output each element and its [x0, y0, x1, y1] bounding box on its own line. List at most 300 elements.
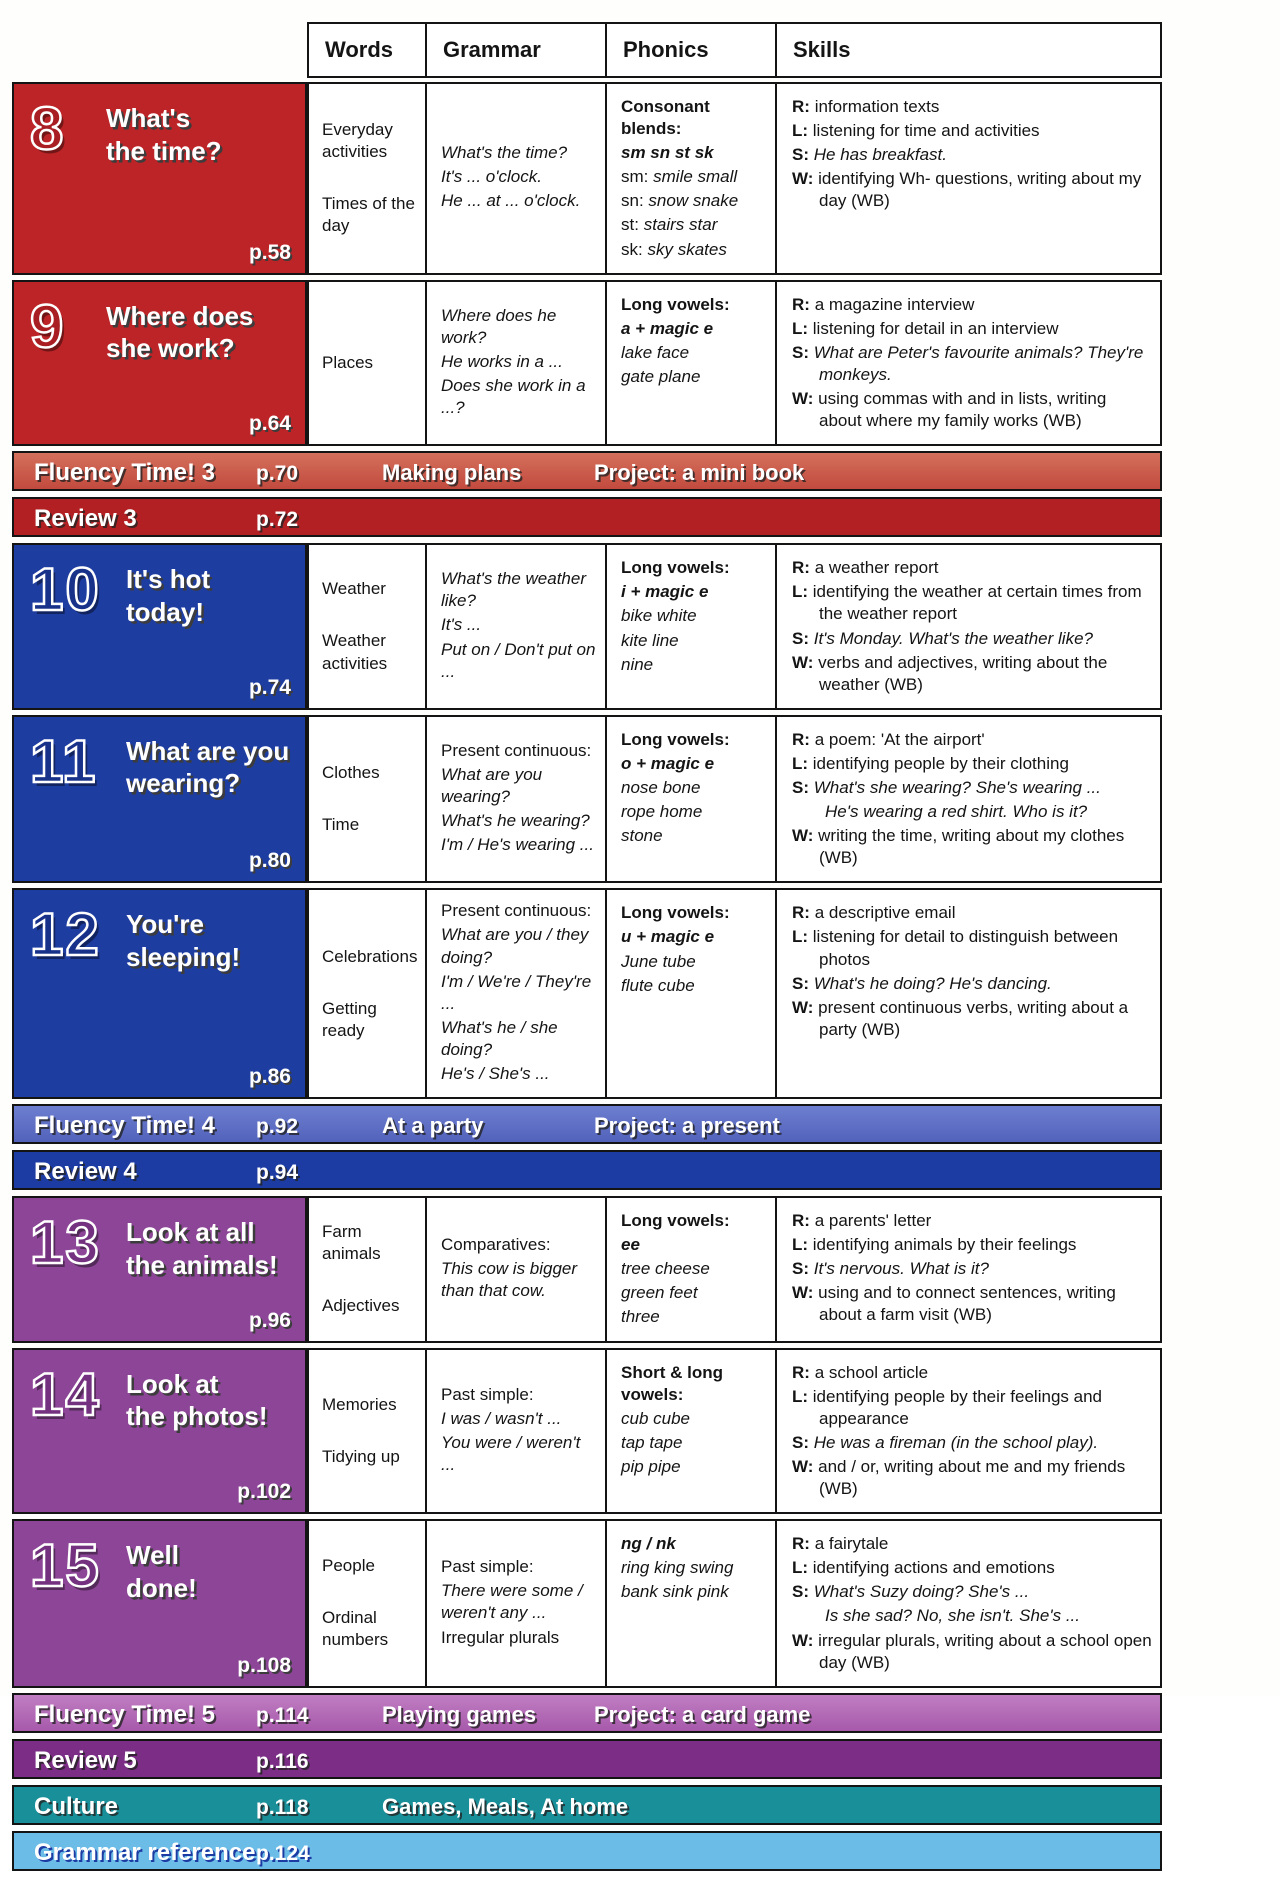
grammar-line: He ... at ... o'clock.: [441, 191, 581, 211]
phonics-line: cub cube: [621, 1408, 690, 1428]
unit-tab: [12, 1519, 307, 1688]
unit-row-14: [12, 1348, 1162, 1515]
unit-number: 12: [30, 901, 101, 969]
grammar-line: I'm / He's wearing ...: [441, 835, 594, 855]
grammar-cell: [427, 1350, 607, 1513]
skill-text: verbs and adjectives, writing about the weather (WB): [818, 652, 1108, 694]
phonics-line: i + magic e: [621, 582, 709, 602]
banner-fluency-time-4: [12, 1104, 1162, 1144]
grammar-cell: [427, 545, 607, 708]
unit-table-cells: [307, 715, 1162, 884]
banner-title: Culture: [34, 1792, 118, 1820]
unit-row-8: [12, 82, 1162, 275]
grammar-line: There were some / weren't any ...: [441, 1581, 583, 1623]
banner-page-number: p.116: [256, 1749, 309, 1773]
unit-title-line: sleeping!: [126, 941, 241, 972]
unit-title: [126, 908, 299, 973]
banner-project: Project: a mini book: [594, 460, 805, 486]
word-group: Celebrations: [322, 946, 418, 966]
unit-table-cells: [307, 1348, 1162, 1515]
skill-line: [792, 1210, 1152, 1232]
unit-row-9: [12, 280, 1162, 447]
phonics-line: flute cube: [621, 975, 695, 995]
unit-title-line: It's hot: [126, 564, 211, 595]
unit-table-cells: [307, 280, 1162, 447]
grammar-cell: [427, 282, 607, 445]
skill-line: [792, 1234, 1152, 1256]
skill-text: What's Suzy doing? She's ...: [813, 1582, 1030, 1602]
unit-title-line: today!: [126, 596, 204, 627]
banner-page-number: p.70: [256, 462, 299, 486]
skill-prefix: L:: [792, 318, 809, 338]
grammar-line: I was / wasn't ...: [441, 1408, 562, 1428]
word-group: Farm animals: [322, 1222, 381, 1264]
word-group: Tidying up: [322, 1446, 400, 1466]
unit-title-line: Look at: [126, 1368, 219, 1399]
grammar-line: Past simple:: [441, 1384, 534, 1404]
banner-title: Review 3: [34, 505, 137, 533]
unit-number: 14: [30, 1360, 101, 1428]
unit-title: [126, 1216, 299, 1281]
banner-page-number: p.124: [256, 1841, 310, 1865]
unit-title-line: done!: [126, 1572, 197, 1603]
skill-line: [792, 1386, 1152, 1430]
skill-text: present continuous verbs, writing about a party (WB): [818, 997, 1129, 1039]
skill-text: writing the time, writing about my clothes (WB): [818, 826, 1125, 868]
skill-text: using commas with and in lists, writing about where my family works (WB): [818, 389, 1107, 431]
unit-title-line: What's: [106, 103, 191, 133]
unit-title: [126, 1539, 299, 1604]
phonics-line: [621, 190, 767, 212]
grammar-cell: [427, 717, 607, 882]
grammar-line: Present continuous:: [441, 740, 592, 760]
grammar-line: Does she work in a ...?: [441, 375, 586, 418]
skill-text: identifying Wh- questions, writing about my day (WB): [818, 169, 1142, 211]
unit-page-number: p.96: [248, 1308, 291, 1332]
phonics-cell: [607, 282, 777, 445]
grammar-line: What's the time?: [441, 143, 568, 163]
unit-title: [126, 1368, 299, 1433]
phonics-cell: [607, 1350, 777, 1513]
grammar-line: He's / She's ...: [441, 1064, 550, 1083]
unit-table-cells: [307, 1519, 1162, 1688]
banner-title: Review 5: [34, 1746, 137, 1774]
unit-row-15: [12, 1519, 1162, 1688]
skill-text: listening for detail to distinguish between photos: [812, 927, 1119, 969]
skill-text: a school article: [814, 1362, 929, 1382]
words-cell: [309, 717, 427, 882]
word-group: Weather activities: [322, 631, 388, 673]
skill-prefix: W:: [792, 169, 814, 189]
skill-prefix: R:: [792, 1534, 810, 1554]
grammar-line: What's he wearing?: [441, 811, 590, 831]
banner-title: Review 4: [34, 1158, 137, 1186]
skill-prefix: L:: [792, 1386, 809, 1406]
word-group: People: [322, 1556, 375, 1576]
grammar-cell: [427, 1198, 607, 1340]
skill-text: a descriptive email: [814, 903, 956, 923]
skill-line: [792, 973, 1152, 995]
skill-prefix: W:: [792, 1456, 814, 1476]
phonics-line: three: [621, 1307, 660, 1327]
skill-line: [792, 729, 1152, 751]
phonics-line: kite line: [621, 630, 679, 650]
skill-line: [792, 1630, 1152, 1674]
phonics-cell: [607, 84, 777, 273]
unit-table-cells: [307, 888, 1162, 1099]
skill-prefix: S:: [792, 1259, 809, 1279]
skill-text: a magazine interview: [814, 294, 975, 314]
phonics-line: bike white: [621, 606, 697, 626]
skill-text: listening for time and activities: [812, 121, 1040, 141]
skill-line: [792, 902, 1152, 924]
phonics-line: tree cheese: [621, 1259, 710, 1279]
banner-fluency-time-3: [12, 451, 1162, 491]
skill-text: Is she sad? No, she isn't. She's ...: [825, 1606, 1081, 1626]
skills-cell: [777, 545, 1160, 708]
unit-number: 15: [30, 1532, 101, 1600]
grammar-line: It's ...: [441, 615, 482, 635]
grammar-line: I'm / We're / They're ...: [441, 971, 592, 1013]
skill-prefix: R:: [792, 294, 810, 314]
skill-prefix: S:: [792, 342, 809, 362]
skill-prefix: W:: [792, 826, 814, 846]
banner-page-number: p.118: [256, 1795, 309, 1819]
skill-line: [792, 1258, 1152, 1280]
phonics-line: ring king swing: [621, 1558, 734, 1578]
skill-prefix: W:: [792, 1283, 814, 1303]
word-group: Getting ready: [322, 998, 377, 1040]
word-group: Ordinal numbers: [322, 1608, 389, 1650]
skill-line: [792, 294, 1152, 316]
phonics-line: Short & long vowels:: [621, 1362, 723, 1404]
skill-line: [792, 777, 1152, 799]
skill-line: [792, 581, 1152, 625]
grammar-line: This cow is bigger than that cow.: [441, 1259, 578, 1301]
skill-line: [792, 342, 1152, 386]
banner-fluency-time-5: [12, 1693, 1162, 1733]
skill-line: [792, 1432, 1152, 1454]
skill-prefix: R:: [792, 97, 810, 116]
grammar-line: Irregular plurals: [441, 1627, 560, 1647]
banner-review-3: [12, 497, 1162, 537]
grammar-line: You were / weren't ...: [441, 1432, 581, 1474]
skill-text: a weather report: [814, 558, 939, 578]
words-cell: [309, 545, 427, 708]
skill-line: [792, 926, 1152, 970]
unit-tab: [12, 1348, 307, 1515]
unit-tab: [12, 715, 307, 884]
skill-line: [792, 1362, 1152, 1384]
unit-row-10: [12, 543, 1162, 710]
words-cell: [309, 1350, 427, 1513]
phonics-line: [621, 239, 767, 261]
banner-topic: At a party: [382, 1113, 484, 1139]
banner-topic: Playing games: [382, 1701, 537, 1727]
phonics-prefix: sk:: [621, 239, 643, 259]
phonics-line: tap tape: [621, 1432, 683, 1452]
skill-line: [792, 652, 1152, 696]
skills-cell: [777, 1198, 1160, 1340]
phonics-line: June tube: [621, 951, 696, 971]
unit-row-12: [12, 888, 1162, 1099]
skill-prefix: W:: [792, 652, 814, 672]
unit-page-number: p.108: [237, 1653, 291, 1677]
grammar-line: What's the weather like?: [441, 569, 586, 611]
unit-table-cells: [307, 82, 1162, 275]
skill-line: [792, 557, 1152, 579]
skill-text: What's she wearing? She's wearing ...: [813, 777, 1101, 797]
skill-prefix: L:: [792, 1558, 809, 1578]
phonics-line: Long vowels:: [621, 1211, 730, 1231]
words-cell: [309, 84, 427, 273]
grammar-line: Past simple:: [441, 1557, 534, 1577]
words-cell: [309, 890, 427, 1097]
skill-text: a fairytale: [814, 1534, 889, 1554]
banner-grammar-reference: [12, 1831, 1162, 1871]
skill-prefix: S:: [792, 973, 809, 993]
table-of-contents: [12, 22, 1162, 1877]
phonics-line: bank sink pink: [621, 1582, 729, 1602]
unit-row-13: [12, 1196, 1162, 1342]
phonics-line: stone: [621, 826, 663, 846]
unit-title-line: wearing?: [126, 768, 241, 799]
phonics-line: rope home: [621, 802, 703, 822]
unit-number: 13: [30, 1209, 101, 1277]
skill-line: [792, 168, 1152, 212]
skill-prefix: S:: [792, 777, 809, 797]
skill-line: [792, 801, 1152, 823]
banner-culture: [12, 1785, 1162, 1825]
grammar-cell: [427, 890, 607, 1097]
skill-text: It's Monday. What's the weather like?: [813, 628, 1093, 648]
unit-title-line: the photos!: [126, 1401, 268, 1432]
banner-page-number: p.114: [256, 1703, 309, 1727]
banner-page-number: p.72: [256, 508, 299, 532]
phonics-line: pip pipe: [621, 1456, 681, 1476]
phonics-words: snow snake: [648, 191, 739, 211]
unit-title-line: she work?: [106, 333, 235, 364]
phonics-line: [621, 166, 767, 188]
phonics-line: green feet: [621, 1283, 698, 1303]
skill-line: [792, 753, 1152, 775]
grammar-line: It's ... o'clock.: [441, 167, 542, 187]
skill-prefix: L:: [792, 1235, 809, 1255]
grammar-line: What are you / they doing?: [441, 925, 589, 967]
skills-cell: [777, 282, 1160, 445]
unit-title-line: Where does: [106, 300, 254, 331]
phonics-words: sky skates: [647, 239, 727, 259]
skill-prefix: R:: [792, 1362, 810, 1382]
unit-title-line: You're: [126, 909, 204, 940]
skill-line: [792, 1533, 1152, 1555]
skill-prefix: W:: [792, 1630, 814, 1650]
unit-row-11: [12, 715, 1162, 884]
phonics-line: u + magic e: [621, 927, 715, 947]
skill-text: identifying people by their clothing: [812, 753, 1069, 773]
banner-page-number: p.92: [256, 1115, 299, 1139]
unit-page-number: p.86: [248, 1065, 291, 1089]
phonics-words: stairs star: [643, 215, 718, 235]
skills-cell: [777, 717, 1160, 882]
words-cell: [309, 1521, 427, 1686]
banner-page-number: p.94: [256, 1161, 299, 1185]
phonics-cell: [607, 545, 777, 708]
words-cell: [309, 1198, 427, 1340]
table-header-row: [307, 22, 1162, 78]
banner-title: Grammar reference: [34, 1838, 256, 1866]
skill-prefix: L:: [792, 582, 809, 602]
banner-project: Project: a present: [594, 1113, 780, 1139]
grammar-line: What are you wearing?: [441, 764, 543, 807]
phonics-cell: [607, 1198, 777, 1340]
unit-title-line: the animals!: [126, 1249, 278, 1280]
phonics-line: nine: [621, 654, 654, 674]
skill-text: He's wearing a red shirt. Who is it?: [825, 802, 1088, 822]
phonics-line: ng / nk: [621, 1534, 676, 1554]
grammar-line: What's he / she doing?: [441, 1017, 558, 1059]
phonics-line: sm sn st sk: [621, 143, 714, 163]
unit-page-number: p.64: [248, 412, 291, 436]
skill-text: identifying animals by their feelings: [812, 1235, 1077, 1255]
phonics-line: Long vowels:: [621, 294, 730, 314]
unit-tab: [12, 543, 307, 710]
words-cell: [309, 282, 427, 445]
grammar-line: He works in a ...: [441, 351, 563, 371]
skill-prefix: W:: [792, 997, 814, 1017]
phonics-line: a + magic e: [621, 318, 714, 338]
skill-text: He was a fireman (in the school play).: [813, 1432, 1099, 1452]
skill-line: [792, 1605, 1152, 1627]
skill-line: [792, 120, 1152, 142]
skill-text: identifying people by their feelings and appearance: [812, 1386, 1102, 1428]
word-group: Times of the day: [322, 194, 415, 236]
skill-line: [792, 1557, 1152, 1579]
banner-review-4: [12, 1150, 1162, 1190]
phonics-cell: [607, 1521, 777, 1686]
unit-title-line: Well: [126, 1540, 179, 1571]
grammar-line: Comparatives:: [441, 1235, 551, 1255]
unit-title: [126, 735, 299, 800]
unit-tab: [12, 82, 307, 275]
phonics-cell: [607, 890, 777, 1097]
unit-number: 10: [30, 556, 101, 624]
skills-cell: [777, 1521, 1160, 1686]
word-group: Weather: [322, 579, 386, 599]
skill-line: [792, 1456, 1152, 1500]
column-header-grammar: Grammar: [427, 24, 607, 76]
phonics-line: Long vowels:: [621, 729, 730, 749]
phonics-prefix: sm:: [621, 167, 649, 187]
word-group: Time: [322, 815, 360, 835]
skill-text: a poem: 'At the airport': [814, 729, 985, 749]
unit-title: [106, 102, 299, 167]
grammar-cell: [427, 84, 607, 273]
banner-title: Fluency Time! 3: [34, 459, 215, 487]
skill-text: identifying actions and emotions: [812, 1558, 1055, 1578]
banner-title: Fluency Time! 4: [34, 1112, 215, 1140]
skill-prefix: S:: [792, 145, 809, 165]
skill-text: It's nervous. What is it?: [813, 1259, 989, 1279]
phonics-line: Long vowels:: [621, 903, 730, 923]
unit-title-line: What are you: [126, 735, 290, 766]
unit-table-cells: [307, 1196, 1162, 1342]
skill-line: [792, 1581, 1152, 1603]
banner-topic: Making plans: [382, 460, 522, 486]
skill-prefix: L:: [792, 927, 809, 947]
skill-prefix: R:: [792, 558, 810, 578]
phonics-line: Consonant blends:: [621, 97, 710, 139]
banner-title: Fluency Time! 5: [34, 1700, 215, 1728]
skill-text: and / or, writing about me and my friends (WB): [818, 1456, 1126, 1499]
phonics-line: Long vowels:: [621, 558, 730, 578]
grammar-line: Put on / Don't put on ...: [441, 639, 596, 681]
skills-cell: [777, 1350, 1160, 1513]
column-header-words: Words: [309, 24, 427, 76]
skill-prefix: R:: [792, 903, 810, 923]
unit-title-line: the time?: [106, 135, 222, 166]
skill-line: [792, 96, 1152, 118]
skill-line: [792, 144, 1152, 166]
skill-prefix: S:: [792, 1432, 809, 1452]
skills-cell: [777, 890, 1160, 1097]
unit-number: 11: [30, 727, 98, 795]
grammar-cell: [427, 1521, 607, 1686]
phonics-line: ee: [621, 1235, 640, 1255]
unit-page-number: p.74: [248, 675, 291, 699]
word-group: Adjectives: [322, 1296, 400, 1316]
word-group: Everyday activities: [322, 120, 393, 162]
unit-tab: [12, 280, 307, 447]
skill-prefix: S:: [792, 628, 809, 648]
unit-page-number: p.102: [237, 1480, 291, 1504]
skill-text: listening for detail in an interview: [812, 318, 1059, 338]
phonics-line: [621, 214, 767, 236]
unit-number: 9: [30, 292, 66, 360]
skill-line: [792, 997, 1152, 1041]
skill-line: [792, 825, 1152, 869]
banner-review-5: [12, 1739, 1162, 1779]
skill-line: [792, 1282, 1152, 1326]
skill-text: using and to connect sentences, writing about a farm visit (WB): [818, 1283, 1116, 1325]
unit-title: [106, 300, 299, 365]
phonics-words: smile small: [653, 167, 738, 187]
banner-topic: Games, Meals, At home: [382, 1793, 629, 1819]
word-group: Memories: [322, 1394, 397, 1414]
skill-text: He has breakfast.: [813, 145, 947, 165]
skill-text: irregular plurals, writing about a school open day (WB): [818, 1630, 1152, 1672]
banner-project: Project: a card game: [594, 1701, 811, 1727]
skill-prefix: R:: [792, 1211, 810, 1231]
unit-tab: [12, 888, 307, 1099]
unit-tab: [12, 1196, 307, 1342]
word-group: Places: [322, 352, 374, 372]
phonics-line: lake face: [621, 342, 690, 362]
unit-number: 8: [30, 95, 66, 162]
phonics-prefix: sn:: [621, 191, 644, 211]
column-header-skills: Skills: [793, 37, 851, 62]
skill-prefix: L:: [792, 753, 809, 773]
skill-line: [792, 388, 1152, 432]
unit-page-number: p.80: [248, 849, 291, 873]
unit-page-number: p.58: [248, 240, 291, 264]
grammar-line: Where does he work?: [441, 305, 557, 347]
column-header-phonics: Phonics: [607, 24, 777, 76]
skill-line: [792, 318, 1152, 340]
skill-text: a parents' letter: [814, 1211, 932, 1231]
skill-prefix: S:: [792, 1582, 809, 1602]
skill-text: What's he doing? He's dancing.: [813, 973, 1052, 993]
